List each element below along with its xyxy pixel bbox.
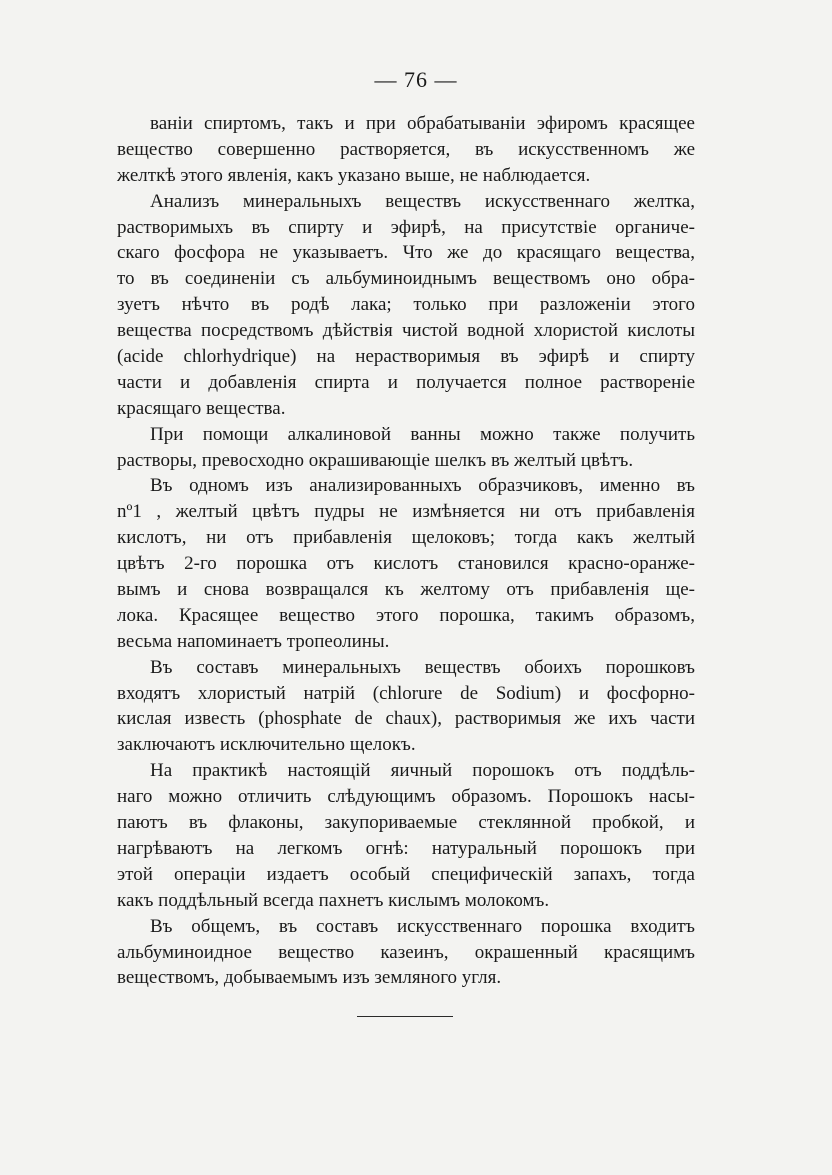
text-line: какъ поддѣльный всегда пахнетъ кислымъ молокомъ. — [117, 889, 550, 911]
paragraph — [117, 422, 695, 474]
text-line: зуетъ нѣчто въ родѣ лака; только при разложенiи этого — [117, 294, 695, 316]
text-line: вымъ и снова возвращался къ желтому отъ прибавленiя ще- — [117, 579, 695, 601]
text-line: (acide chlorhydrique) на нерастворимыя въ эфирѣ и спирту — [117, 346, 695, 368]
paragraph — [117, 655, 695, 759]
text-line: Въ общемъ, въ составъ искусственнаго порошка входитъ — [150, 915, 695, 937]
text-line: веществомъ, добываемымъ изъ земляного угля. — [117, 967, 502, 989]
text-line: вещества посредствомъ дѣйствiя чистой водной хлористой кислоты — [117, 320, 695, 342]
text-line: этой операцiи издаетъ особый специфическiй запахъ, тогда — [117, 863, 695, 885]
text-line: лока. Красящее вещество этого порошка, такимъ образомъ, — [117, 604, 695, 626]
text-line: цвѣтъ 2-го порошка отъ кислотъ становился красно-оранже- — [117, 553, 695, 575]
text-line: растворы, превосходно окрашивающiе шелкъ въ желтый цвѣтъ. — [117, 449, 634, 471]
text-line: вещество совершенно растворяется, въ искусственномъ же — [117, 138, 695, 160]
text-line: ванiи спиртомъ, такъ и при обрабатыванiи эфиромъ красящее — [150, 113, 695, 134]
text-line: кислая известь (phosphate de chaux), растворимыя же ихъ части — [117, 708, 695, 730]
text-line: При помощи алкалиновой ванны можно также получить — [150, 423, 695, 445]
paragraph — [117, 473, 695, 654]
text-line: входятъ хлористый натрiй (chlorure de Sodium) и фосфорно- — [117, 682, 695, 704]
text-line: Въ одномъ изъ анализированныхъ образчиковъ, именно въ — [150, 475, 695, 497]
text-line: весьма напоминаетъ тропеолины. — [117, 630, 390, 652]
page-number: — 76 — — [374, 67, 458, 92]
text-line: кислотъ, ни отъ прибавленiя щелоковъ; тогда какъ желтый — [117, 527, 695, 549]
paragraph — [117, 758, 695, 913]
closing-rule — [357, 1016, 453, 1017]
text-line: На практикѣ настоящiй яичный порошокъ отъ поддѣль- — [150, 760, 695, 782]
text-line: Въ составъ минеральныхъ веществъ обоихъ порошковъ — [150, 656, 695, 678]
text-line: паютъ въ флаконы, закупориваемые стеклянной пробкой, и — [117, 812, 695, 834]
text-line: заключаютъ исключительно щелокъ. — [117, 734, 416, 756]
text-line: скаго фосфора не указываетъ. Что же до красящаго вещества, — [117, 242, 695, 264]
text-line: растворимыхъ въ спирту и эфирѣ, на присутствiе органиче- — [117, 216, 695, 238]
text-line: желткѣ этого явленiя, какъ указано выше, не наблюдается. — [117, 164, 591, 186]
text-line: то въ соединенiи съ альбуминоиднымъ веществомъ оно обра- — [117, 268, 695, 290]
paragraph — [117, 914, 695, 992]
text-line: Анализъ минеральныхъ веществъ искусственнаго желтка, — [150, 190, 695, 212]
text-line: альбуминоидное вещество казеинъ, окрашенный красящимъ — [117, 941, 695, 963]
text-line: nº1 , желтый цвѣтъ пудры не измѣняется ни отъ прибавленiя — [117, 501, 695, 523]
body-text — [117, 111, 695, 991]
text-line: части и добавленiя спирта и получается полное раствоpенiе — [117, 371, 695, 393]
text-line: нагрѣваютъ на легкомъ огнѣ: натуральный порошокъ при — [117, 837, 695, 859]
paragraph — [117, 111, 695, 189]
text-line: наго можно отличить слѣдующимъ образомъ. Порошокъ насы- — [117, 786, 695, 808]
text-line: красящаго вещества. — [117, 397, 286, 419]
paragraph — [117, 189, 695, 422]
